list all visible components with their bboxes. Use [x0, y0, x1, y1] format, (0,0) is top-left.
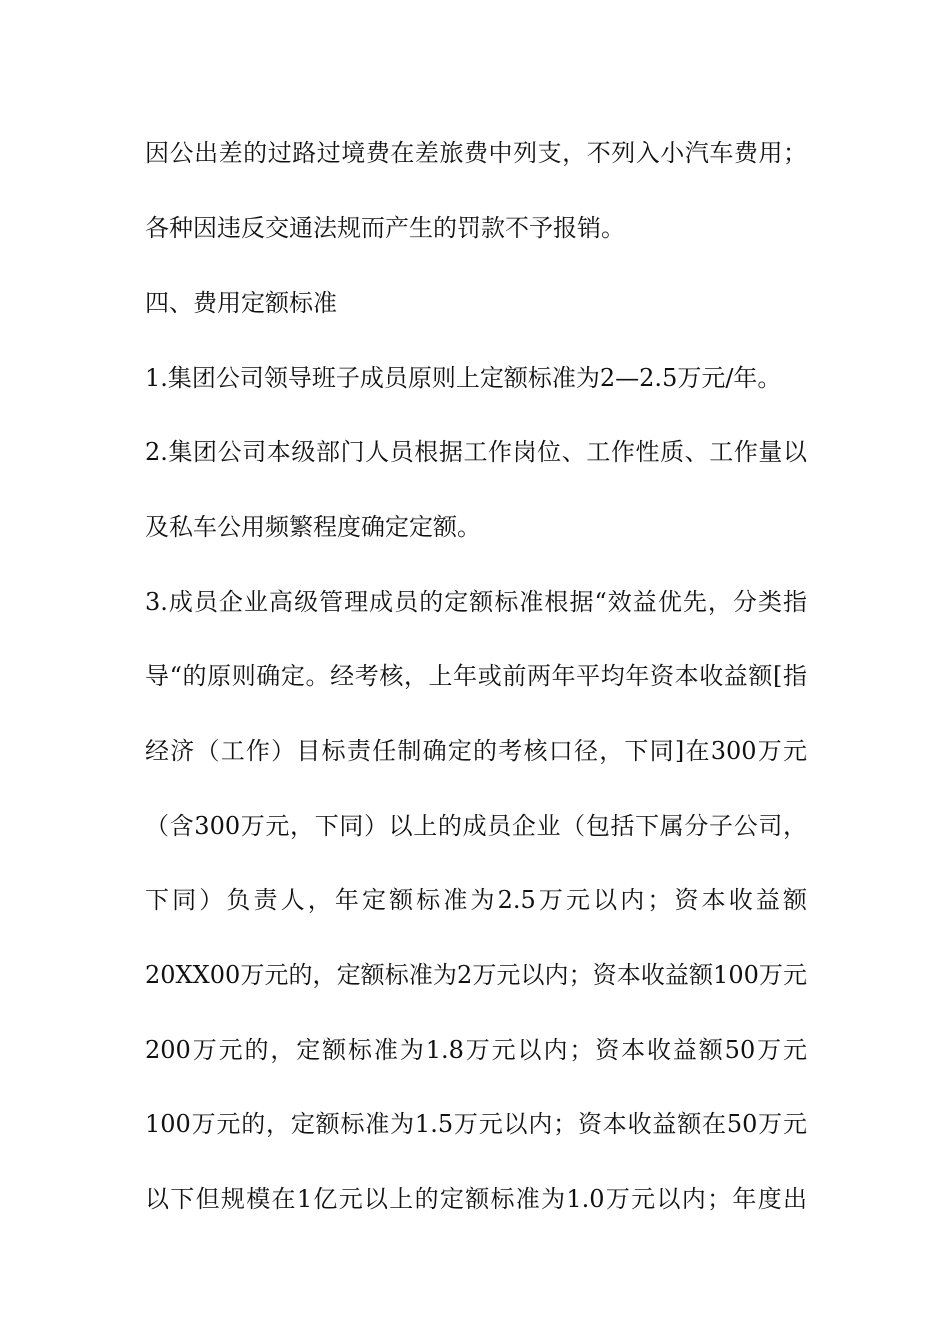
- paragraph-line: 100万元的，定额标准为1.5万元以内；资本收益额在50万元: [145, 1110, 807, 1138]
- paragraph-line: 经济（工作）目标责任制确定的考核口径，下同]在300万元: [145, 737, 807, 765]
- paragraph-line: 各种因违反交通法规而产生的罚款不予报销。: [145, 214, 625, 242]
- paragraph-line: 200万元的，定额标准为1.8万元以内；资本收益额50万元: [145, 1036, 807, 1064]
- paragraph-line: 3.成员企业高级管理成员的定额标准根据“效益优先，分类指: [145, 588, 807, 616]
- paragraph-line: 因公出差的过路过境费在差旅费中列支，不列入小汽车费用；: [145, 139, 807, 167]
- paragraph-line: 2.集团公司本级部门人员根据工作岗位、工作性质、工作量以: [145, 438, 807, 466]
- paragraph-line: （含300万元，下同）以上的成员企业（包括下属分子公司，: [145, 812, 807, 840]
- paragraph-line: 20XX00万元的，定额标准为2万元以内；资本收益额100万元: [145, 961, 807, 989]
- paragraph-line: 导“的原则确定。经考核，上年或前两年平均年资本收益额[指: [145, 662, 807, 690]
- paragraph-line: 下同）负责人，年定额标准为2.5万元以内；资本收益额: [145, 886, 807, 914]
- paragraph-line: 以下但规模在1亿元以上的定额标准为1.0万元以内；年度出: [145, 1185, 807, 1213]
- paragraph-line: 1.集团公司领导班子成员原则上定额标准为2—2.5万元/年。: [145, 364, 782, 392]
- paragraph-line: 及私车公用频繁程度确定定额。: [145, 513, 481, 541]
- section-heading: 四、费用定额标准: [145, 289, 337, 317]
